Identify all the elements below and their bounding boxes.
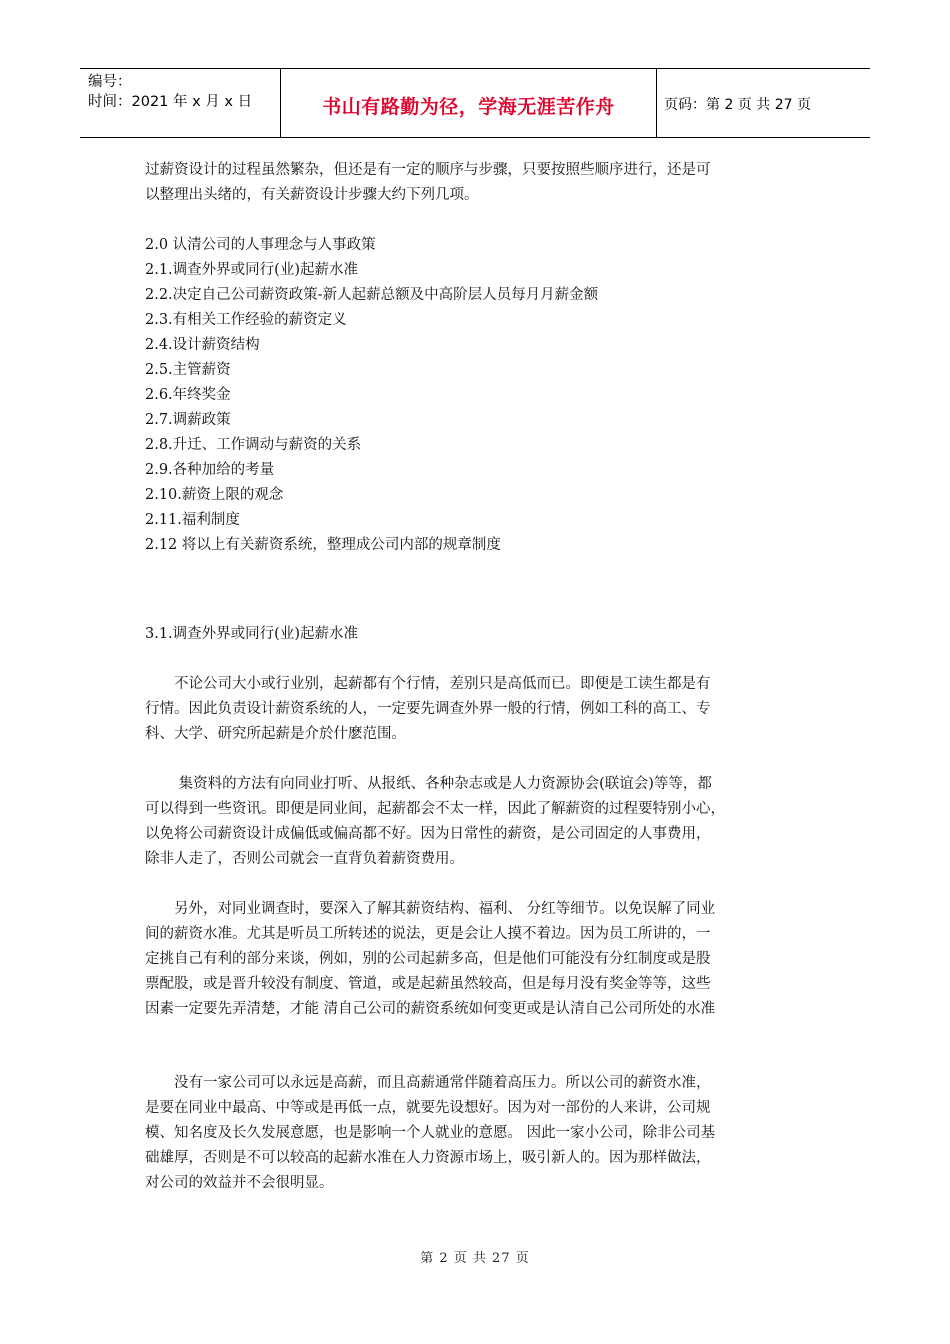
paragraph-line: 定挑自己有利的部分来谈，例如，别的公司起薪多高，但是他们可能没有分红制度或是股 [145,951,711,967]
number-label: 编号： [88,74,132,90]
header-motto-cell [281,69,657,137]
paragraph-line: 间的薪资水准。尤其是听员工所转述的说法，更是会让人摸不着边。因为员工所讲的，一 [145,926,711,942]
step-item: 2.9.各种加给的考量 [145,462,275,478]
step-item: 2.5.主管薪资 [145,362,231,378]
paragraph-line: 础雄厚，否则是不可以较高的起薪水准在人力资源市场上，吸引新人的。因为那样做法， [145,1150,711,1166]
step-item: 2.2.决定自己公司薪资政策-新人起薪总额及中高阶层人员每月月薪金额 [145,287,599,303]
paragraph-line: 是要在同业中最高、中等或是再低一点，就要先设想好。因为对一部份的人来讲，公司规 [145,1100,711,1116]
step-item: 2.8.升迁、工作调动与薪资的关系 [145,437,362,453]
step-item: 2.3.有相关工作经验的薪资定义 [145,312,347,328]
paragraph-line: 以免将公司薪资设计成偏低或偏高都不好。因为日常性的薪资，是公司固定的人事费用， [145,826,711,842]
intro-line: 过薪资设计的过程虽然繁杂，但还是有一定的顺序与步骤，只要按照些顺序进行，还是可 [145,162,711,178]
paragraph-line: 因素一定要先弄清楚，才能 清自己公司的薪资系统如何变更或是认清自己公司所处的水准 [145,1001,716,1017]
page-info: 页码：第 2 页 共 27 页 [664,97,811,113]
header-table [80,68,870,138]
section-heading: 3.1.调查外界或同行(业)起薪水准 [145,626,358,642]
header-page-cell [657,69,870,137]
document-body [145,158,817,1196]
paragraph-line: 票配股，或是晋升较没有制度、管道，或是起薪虽然较高，但是每月没有奖金等等，这些 [145,976,711,992]
intro-line: 以整理出头绪的，有关薪资设计步骤大约下列几项。 [145,187,479,203]
step-item: 2.7.调薪政策 [145,412,231,428]
motto: 书山有路勤为径，学海无涯苦作舟 [322,95,615,118]
paragraph-line: 行情。因此负责设计薪资系统的人，一定要先调查外界一般的行情，例如工科的高工、专 [145,701,711,717]
step-item: 2.0 认清公司的人事理念与人事政策 [145,237,376,253]
paragraph-line: 不论公司大小或行业别，起薪都有个行情，差别只是高低而已。即便是工读生都是有 [145,676,711,692]
step-item: 2.6.年终奖金 [145,387,231,403]
paragraph-line: 对公司的效益并不会很明显。 [145,1175,334,1191]
page-footer: 第 2 页 共 27 页 [420,1251,530,1266]
paragraph-line: 没有一家公司可以永远是高薪，而且高薪通常伴随着高压力。所以公司的薪资水准， [145,1075,711,1091]
paragraph-line: 科、大学、研究所起薪是介於什麽范围。 [145,726,406,742]
date-line: 时间：2021 年 x 月 x 日 [88,94,253,110]
paragraph-line: 可以得到一些资讯。即便是同业间，起薪都会不太一样，因此了解薪资的过程要特别小心， [145,801,725,817]
step-item: 2.1.调查外界或同行(业)起薪水准 [145,262,358,278]
step-item: 2.11.福利制度 [145,512,240,528]
paragraph-line: 模、知名度及长久发展意愿，也是影响一个人就业的意愿。 因此一家小公司，除非公司基 [145,1125,716,1141]
header-left-cell [80,69,281,137]
paragraph-line: 另外，对同业调查时，要深入了解其薪资结构、福利、 分红等细节。以免误解了同业 [145,901,716,917]
step-item: 2.4.设计薪资结构 [145,337,260,353]
step-item: 2.12 将以上有关薪资系统，整理成公司内部的规章制度 [145,537,501,553]
paragraph-line: 除非人走了，否则公司就会一直背负着薪资费用。 [145,851,464,867]
step-item: 2.10.薪资上限的观念 [145,487,284,503]
paragraph-line: 集资料的方法有向同业打听、从报纸、各种杂志或是人力资源协会(联谊会)等等，都 [145,776,712,792]
